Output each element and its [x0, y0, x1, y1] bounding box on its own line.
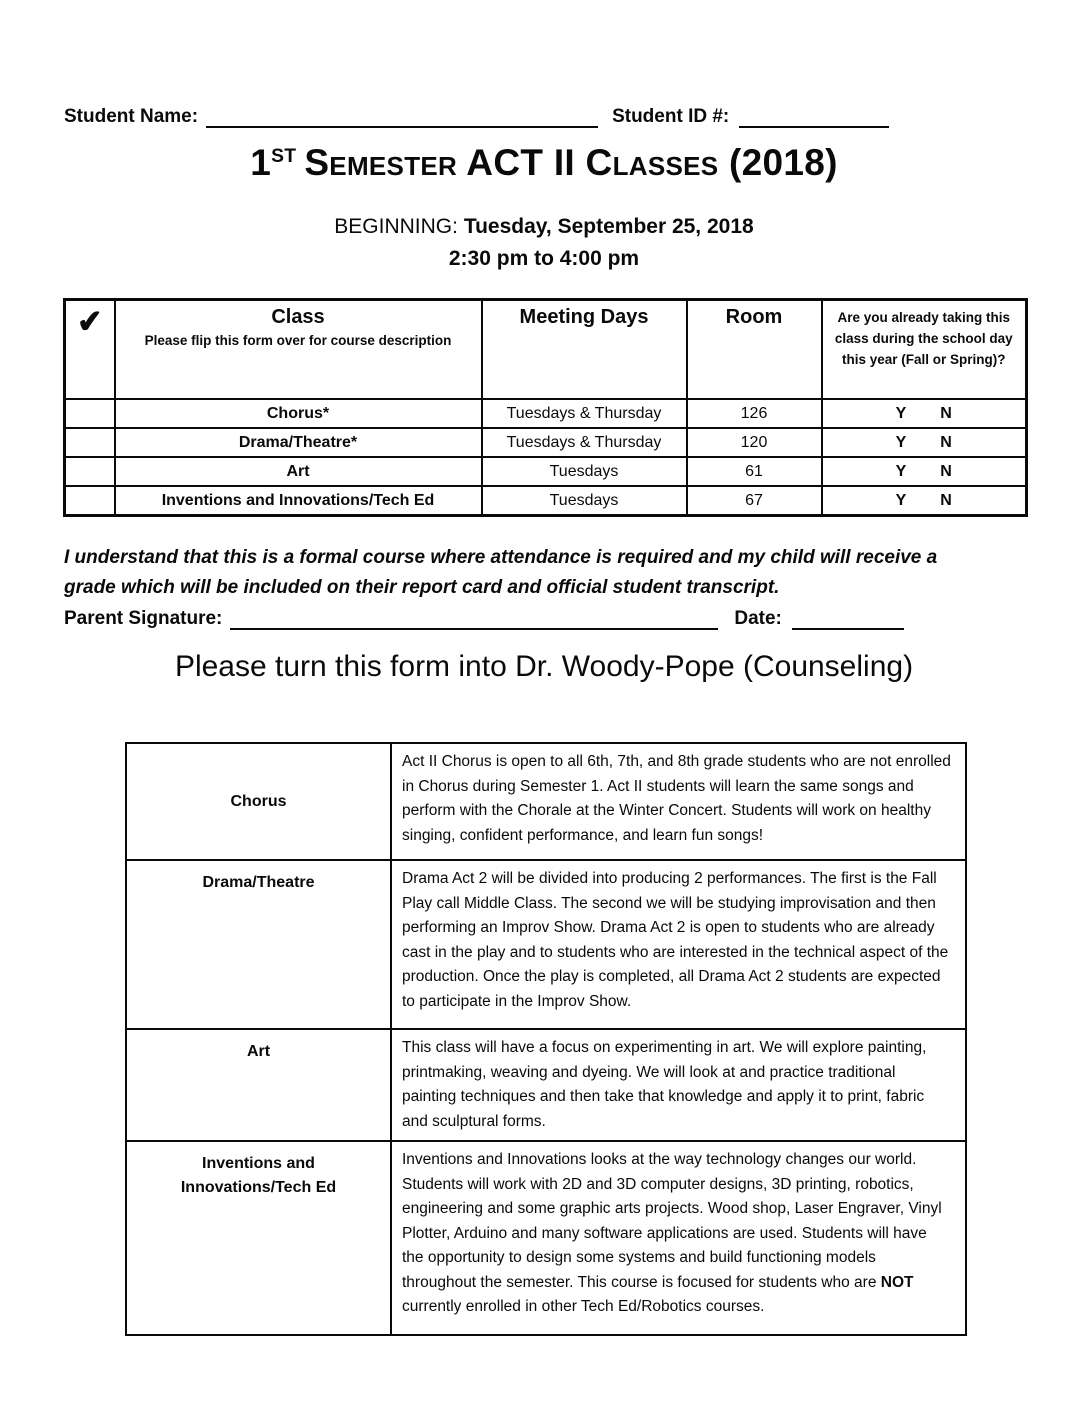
- class-column-header: [115, 300, 482, 400]
- course-description-cell: Drama Act 2 will be divided into producing 2 performances. The first is the Fall Play call Middle Class. The second we will be studying improvisation and then performing an Improv Show. Drama Act 2 is open to students who are already cast in the play and to students who are interested in the technical aspect of the production. Once the play is completed, all Drama Act 2 students are expected to participate in the Improv Show.: [391, 860, 966, 1029]
- student-header-line: [64, 106, 1024, 128]
- room-cell: 126: [687, 399, 822, 428]
- course-name-cell: Chorus: [126, 743, 391, 860]
- meeting-days-header-label: Meeting Days: [519, 306, 649, 328]
- course-row-tech-ed: [126, 1141, 966, 1335]
- course-name-cell: Drama/Theatre: [126, 860, 391, 1029]
- course-name-cell: Inventions and Innovations/Tech Ed: [126, 1141, 391, 1335]
- title-ordinal: ST: [271, 145, 297, 167]
- already-taking-column-header: [822, 300, 1027, 400]
- class-name-cell: Art: [115, 457, 482, 486]
- class-table-header-row: [65, 300, 1027, 400]
- no-option: N: [940, 491, 952, 509]
- check-cell: [65, 399, 115, 428]
- course-description-table: [125, 742, 967, 1336]
- no-option: N: [940, 462, 952, 480]
- checkmark-icon: ✔: [75, 303, 104, 340]
- beginning-line: [0, 215, 1088, 239]
- course-description-cell: Act II Chorus is open to all 6th, 7th, and 8th grade students who are not enrolled in Chorus during Semester 1. Act II students will learn the same songs and perform with the Chorale at the Winter Concert. Students will work on healthy singing, confident performance, and learn fun songs!: [391, 743, 966, 860]
- no-option: N: [940, 433, 952, 451]
- class-name-cell: Inventions and Innovations/Tech Ed: [115, 486, 482, 516]
- course-row-drama: [126, 860, 966, 1029]
- yes-option: Y: [895, 491, 907, 509]
- class-header-note: Please flip this form over for course description: [144, 333, 452, 348]
- check-column-header: [65, 300, 115, 400]
- room-column-header: [687, 300, 822, 400]
- title-text: Semester ACT II Classes (2018): [304, 142, 838, 183]
- signature-line: [64, 608, 1024, 630]
- class-name-cell: Drama/Theatre*: [115, 428, 482, 457]
- course-row-art: [126, 1029, 966, 1141]
- class-header-label: Class: [271, 306, 325, 328]
- date-blank: [792, 608, 904, 630]
- beginning-label: BEGINNING:: [334, 215, 458, 238]
- yes-option: Y: [895, 433, 907, 451]
- course-row-chorus: [126, 743, 966, 860]
- parent-signature-label: Parent Signature:: [64, 608, 223, 629]
- student-name-label: Student Name:: [64, 106, 199, 127]
- yes-option: Y: [895, 462, 907, 480]
- class-selection-table: [63, 298, 1028, 517]
- student-id-label: Student ID #:: [612, 106, 730, 127]
- class-name-cell: Chorus*: [115, 399, 482, 428]
- yes-no-cell: [822, 428, 1027, 457]
- student-id-blank: [739, 106, 889, 128]
- class-row-drama: [65, 428, 1027, 457]
- form-title: [0, 142, 1088, 184]
- room-cell: 61: [687, 457, 822, 486]
- yes-no-cell: [822, 457, 1027, 486]
- room-cell: 67: [687, 486, 822, 516]
- class-row-tech-ed: [65, 486, 1027, 516]
- class-row-chorus: [65, 399, 1027, 428]
- already-taking-question: Are you already taking this class during the school day this year (Fall or Spring)?: [834, 310, 1013, 367]
- check-cell: [65, 428, 115, 457]
- beginning-date: Tuesday, September 25, 2018: [463, 215, 754, 238]
- turn-in-instruction: Please turn this form into Dr. Woody-Pope (Counseling): [174, 650, 914, 683]
- meeting-days-cell: Tuesdays: [482, 457, 687, 486]
- yes-option: Y: [895, 404, 907, 422]
- meeting-days-cell: Tuesdays: [482, 486, 687, 516]
- room-cell: 120: [687, 428, 822, 457]
- yes-no-cell: [822, 399, 1027, 428]
- title-number: 1: [250, 142, 272, 183]
- check-cell: [65, 486, 115, 516]
- time-range: 2:30 pm to 4:00 pm: [448, 247, 640, 270]
- course-description-cell: Inventions and Innovations looks at the way technology changes our world. Students will work with 2D and 3D computer designs, 3D printing, robotics, engineering and some graphic arts projects. Wood shop, Laser Engraver, Vinyl Plotter, Arduino and many software applications are used. Students will have the opportunity to design some systems and build functioning models throughout the semester. This course is focused for students who are NOT currently enrolled in other Tech Ed/Robotics courses.: [391, 1141, 966, 1335]
- check-cell: [65, 457, 115, 486]
- yes-no-cell: [822, 486, 1027, 516]
- room-header-label: Room: [725, 306, 783, 328]
- no-option: N: [940, 404, 952, 422]
- agreement-text: I understand that this is a formal course where attendance is required and my child will receive a grade which will be included on their report card and official student transcript.: [64, 547, 938, 598]
- class-row-art: [65, 457, 1027, 486]
- student-name-blank: [206, 106, 598, 128]
- parent-signature-blank: [230, 608, 718, 630]
- course-description-cell: This class will have a focus on experimenting in art. We will explore painting, printmaking, weaving and dyeing. We will look at and practice traditional painting techniques and then take that knowledge and apply it to print, fabric and sculptural forms.: [391, 1029, 966, 1141]
- meeting-days-cell: Tuesdays & Thursday: [482, 428, 687, 457]
- date-label: Date:: [734, 608, 782, 629]
- meeting-days-cell: Tuesdays & Thursday: [482, 399, 687, 428]
- meeting-days-column-header: [482, 300, 687, 400]
- course-name-cell: Art: [126, 1029, 391, 1141]
